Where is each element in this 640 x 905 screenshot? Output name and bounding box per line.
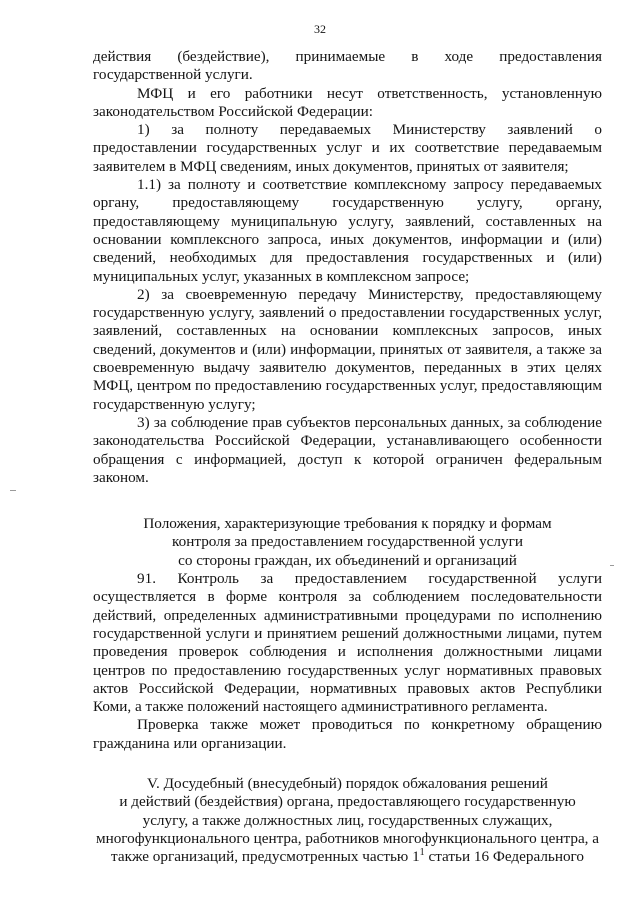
section-v-heading	[93, 775, 602, 866]
paragraph-mfc-responsibility: МФЦ и его работники несут ответственность, установленную законодательством Российской Федерации:	[93, 84, 602, 120]
page-number: 32	[314, 22, 326, 36]
section-v-line-5-prefix: также организаций, предусмотренных частью 1	[111, 848, 420, 866]
section-heading	[93, 515, 602, 570]
list-item-3: 3) за соблюдение прав субъектов персональных данных, за соблюдение законодательства Российской Федерации, устанавливающего особенности обращения с информацией, доступ к которой ограничен федеральным законом.	[93, 413, 602, 486]
section-heading-line-1: Положения, характеризующие требования к порядку и формам	[143, 515, 552, 533]
scan-margin-mark	[10, 490, 16, 491]
paragraph-91	[93, 570, 602, 716]
section-heading-line-3: со стороны граждан, их объединений и организаций	[178, 551, 517, 569]
section-v-line-1: V. Досудебный (внесудебный) порядок обжалования решений	[147, 774, 548, 792]
document-body	[93, 48, 602, 866]
scan-margin-mark	[610, 565, 614, 566]
section-v-line-3: услугу, а также должностных лиц, государственных служащих,	[142, 811, 553, 829]
list-item-1: 1) за полноту передаваемых Министерству заявлений о предоставлении государственных услуг и их соответствие передаваемым заявителем в МФЦ сведениям, иных документов, принятых от заявителя;	[93, 121, 602, 175]
list-item-2: 2) за своевременную передачу Министерству, предоставляющему государственную услугу, заявлений о предоставлении государственных услуг, заявлений, составленных на основании комплексных запросов, иных сведений, документов и (или) информации, принятых от заявителя, а также за своевременную выдачу заявителю документов, переданных в этих целях МФЦ, центром по предоставлению государственных услуг, предоставляющим государственную услугу;	[93, 285, 602, 413]
paragraph-inspection: Проверка также может проводиться по конкретному обращению гражданина или организации.	[93, 716, 602, 752]
section-heading-line-2: контроля за предоставлением государственной услуги	[172, 533, 523, 551]
section-v-line-5-suffix: статьи 16 Федерального	[424, 848, 584, 866]
superscript-1: 1	[419, 847, 425, 859]
paragraph-continuation: действия (бездействие), принимаемые в ходе предоставления государственной услуги.	[93, 48, 602, 84]
paragraph-91-text: Контроль за предоставлением государственной услуги осуществляется в форме контроля за соблюдением последовательности действий, определенных административными процедурами по исполнению государственной услуги и принятием решений должностными лицами, путем проведения проверок соблюдения и исполнения должностными лицами центров по предоставлению государственных услуг нормативных правовых актов Российской Федерации, нормативных правовых актов Республики Коми, а также положений настоящего административного регламента.	[93, 570, 603, 716]
paragraph-91-number: 91.	[137, 570, 156, 588]
section-v-line-4: многофункционального центра, работников многофункционального центра, а	[95, 829, 600, 847]
section-v-line-2: и действий (бездействия) органа, предоставляющего государственную	[119, 793, 576, 811]
list-item-1-1: 1.1) за полноту и соответствие комплексному запросу передаваемых органу, предоставляющему государственную услугу, органу, предоставляющему муниципальную услугу, заявлений, составленных на основании комплексного запроса, иных документов, информации и (или) сведений, необходимых для предоставления государственных и (или) муниципальных услуг, указанных в комплексном запросе;	[93, 176, 602, 285]
